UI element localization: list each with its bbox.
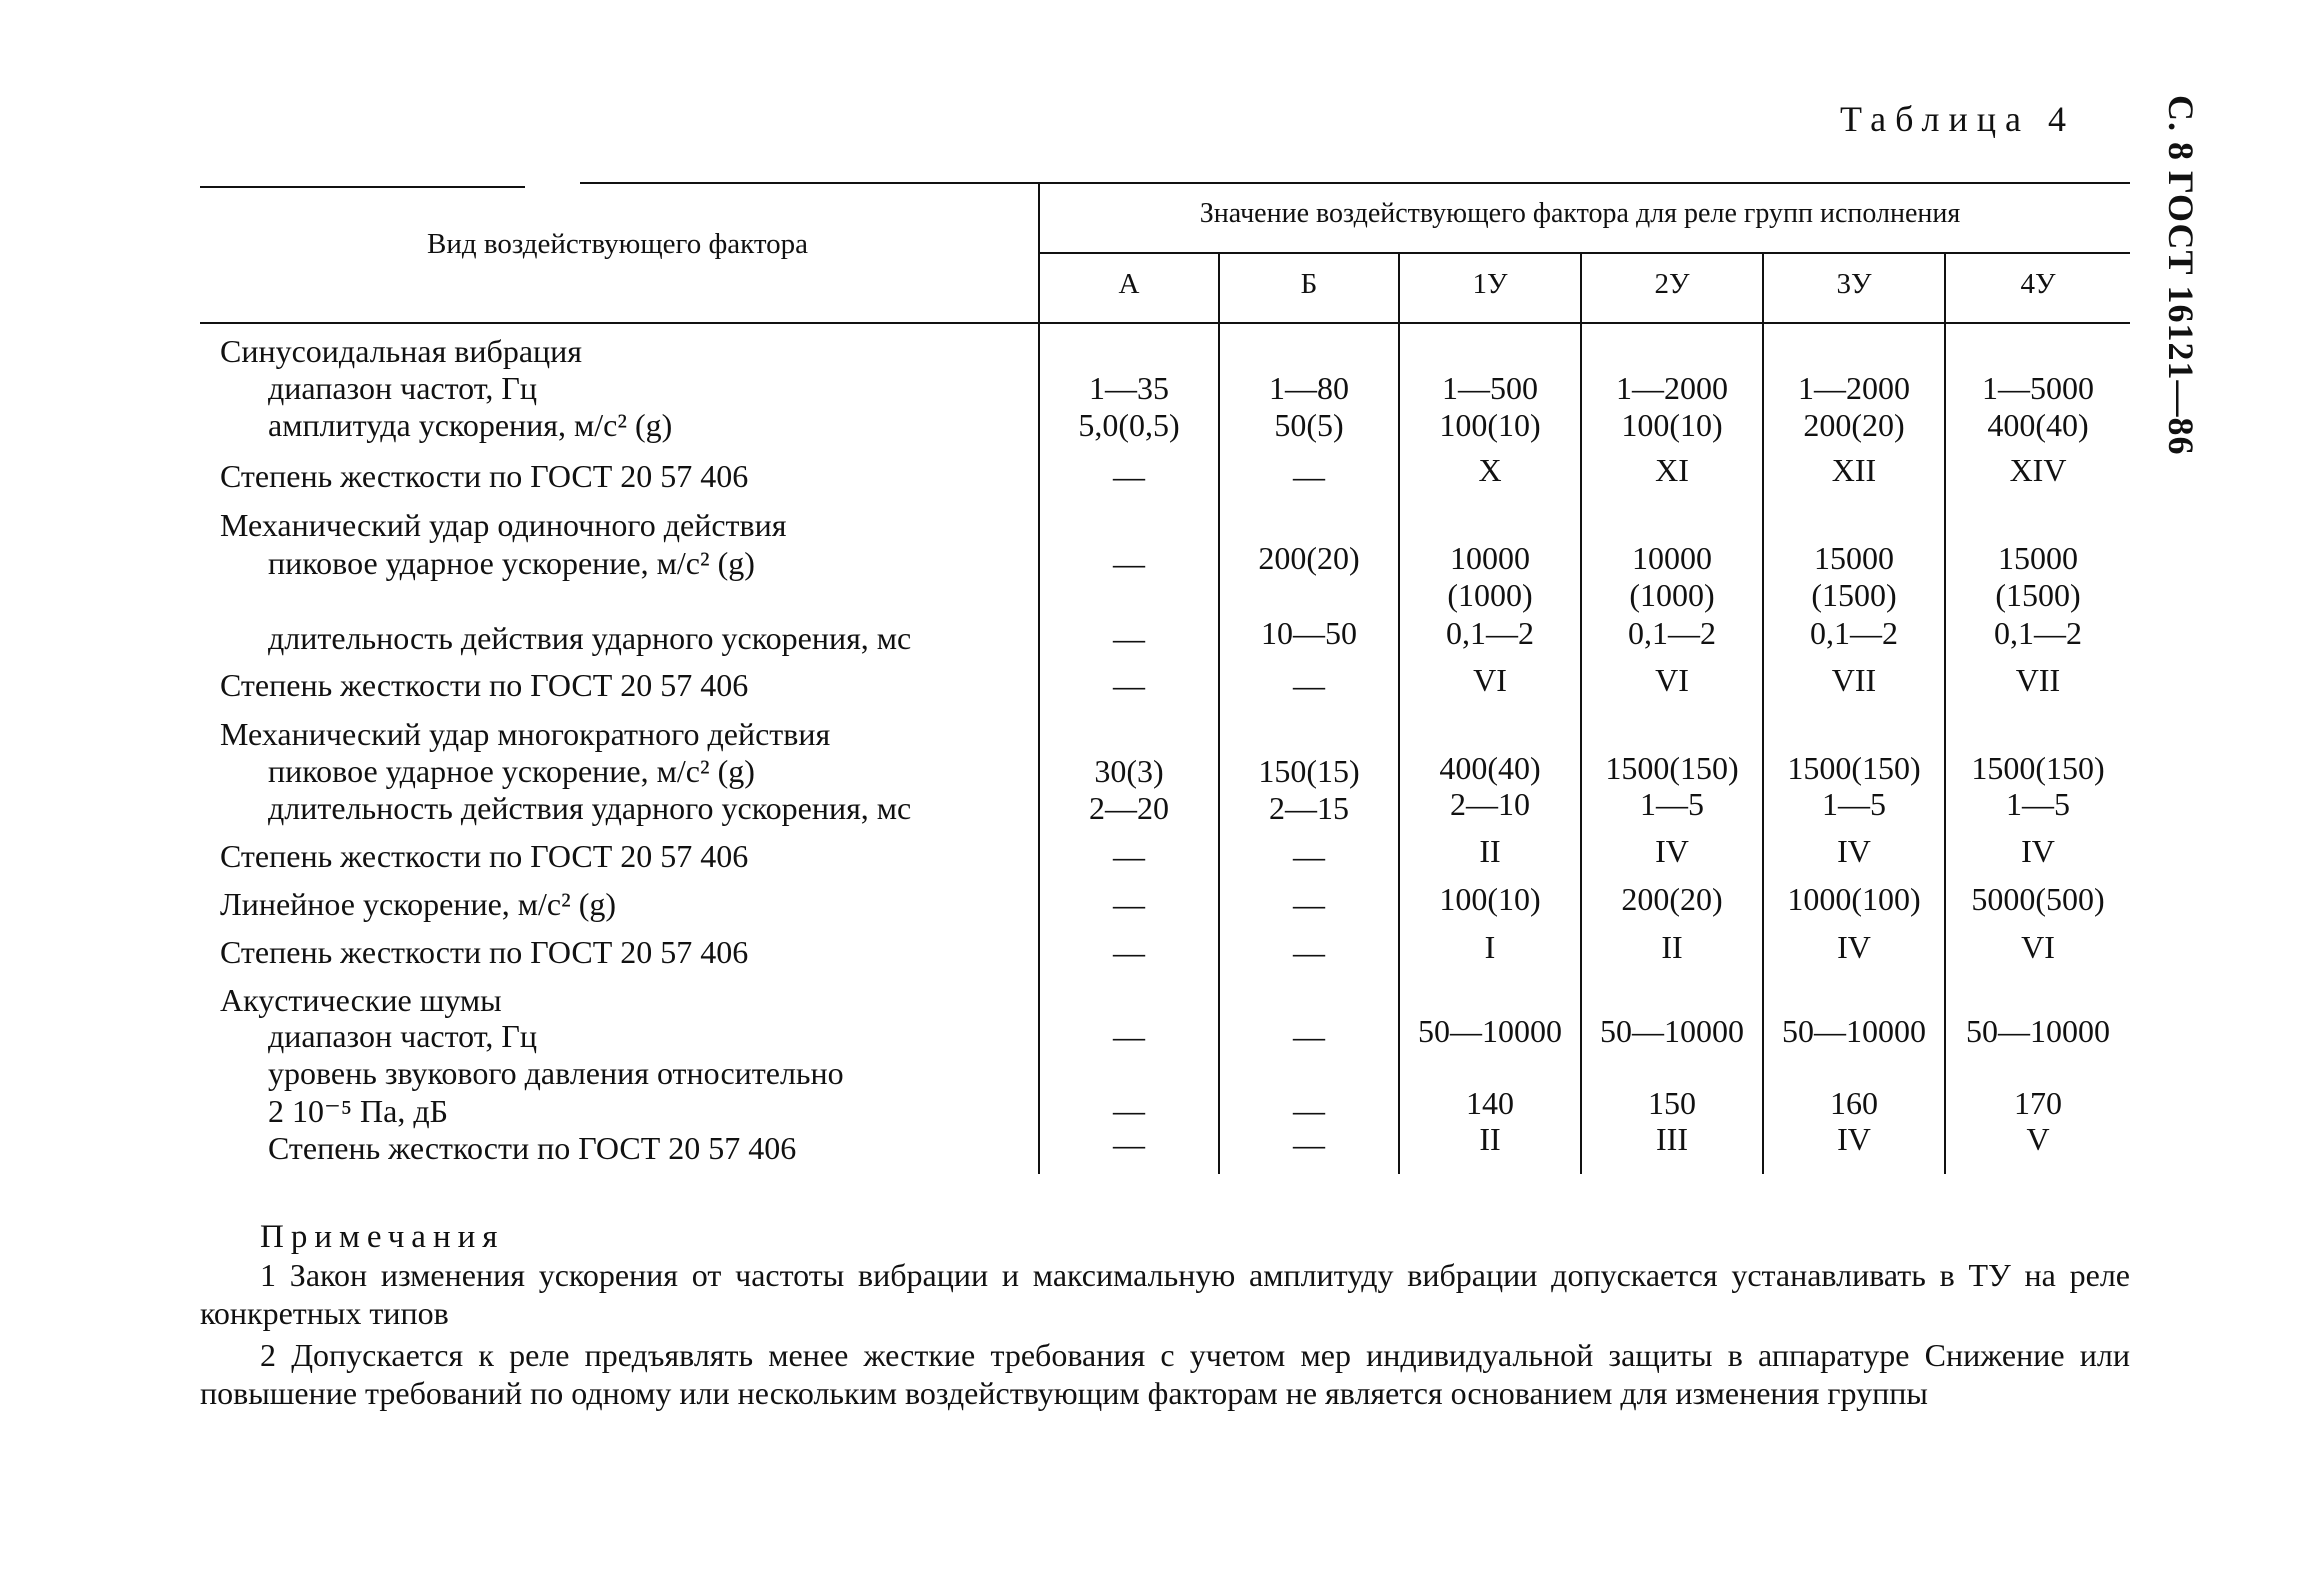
header-factor: Вид воздействующего фактора (426, 228, 808, 260)
table-cell: 0,1—2 (1628, 615, 1716, 651)
table-cell: XIV (2009, 452, 2067, 488)
table-cell: II (1661, 929, 1683, 965)
table-cell: IV (1837, 1121, 1871, 1157)
table-top-rule-left (200, 186, 525, 188)
table-cell: 2—20 (1089, 790, 1169, 826)
table-cell: — (1293, 1018, 1325, 1054)
table-cell: V (2026, 1121, 2050, 1157)
group-header-3u: 3У (1836, 268, 1872, 300)
table-cell: 100(10) (1439, 407, 1541, 443)
row-sublabel: уровень звукового давления относительно (268, 1055, 844, 1091)
table-cell: (1000) (1629, 577, 1715, 613)
row-label: Акустические шумы (220, 982, 502, 1018)
table-cell: 100(10) (1621, 407, 1723, 443)
group-header-2u: 2У (1654, 268, 1690, 300)
table-cell: 160 (1830, 1085, 1878, 1121)
row-sublabel: длительность действия ударного ускорения, мс (268, 790, 912, 826)
table-cell: — (1113, 667, 1145, 703)
table-cell: 15000 (1998, 540, 2078, 576)
table-cell: — (1293, 458, 1325, 494)
table-cell: 150 (1648, 1085, 1696, 1121)
table-cell: 400(40) (1987, 407, 2089, 443)
table-cell: 10000 (1450, 540, 1530, 576)
notes-title: Примечания (260, 1219, 505, 1255)
table-cell: III (1656, 1121, 1688, 1157)
row-label: Механический удар многократного действия (220, 716, 831, 752)
table-cell: 50—10000 (1600, 1013, 1744, 1049)
table-cell: (1000) (1447, 577, 1533, 613)
group-header-rule (1040, 252, 2130, 254)
table-cell: — (1113, 886, 1145, 922)
table-cell: I (1484, 929, 1496, 965)
table-cell: IV (1837, 929, 1871, 965)
table-cell: XII (1831, 452, 1877, 488)
header-bottom-rule (200, 322, 2130, 324)
row-sublabel: диапазон частот, Гц (268, 370, 537, 406)
group-header-1u: 1У (1472, 268, 1508, 300)
table-cell: II (1479, 1121, 1501, 1157)
table-cell: 5,0(0,5) (1078, 407, 1180, 443)
table-cell: 200(20) (1803, 407, 1905, 443)
table-cell: — (1293, 1126, 1325, 1162)
table-cell: — (1113, 620, 1145, 656)
table-cell: 1—5000 (1982, 370, 2094, 406)
row-sublabel: Степень жесткости по ГОСТ 20 57 406 (268, 1130, 797, 1166)
row-sublabel: диапазон частот, Гц (268, 1018, 537, 1054)
table-cell: 1500(150) (1605, 750, 1739, 786)
table-cell: 150(15) (1258, 753, 1360, 789)
row-label: Степень жесткости по ГОСТ 20 57 406 (220, 458, 749, 494)
table-cell: 100(10) (1439, 881, 1541, 917)
table-cell: 50—10000 (1782, 1013, 1926, 1049)
table-cell: 50—10000 (1966, 1013, 2110, 1049)
group-header-b: Б (1300, 268, 1318, 300)
row-label: Линейное ускорение, м/с² (g) (220, 886, 617, 922)
row-label: Степень жесткости по ГОСТ 20 57 406 (220, 838, 749, 874)
table-cell: 1000(100) (1787, 881, 1921, 917)
table-cell: 140 (1466, 1085, 1514, 1121)
table-cell: 400(40) (1439, 750, 1541, 786)
table-cell: (1500) (1995, 577, 2081, 613)
table-cell: 1500(150) (1971, 750, 2105, 786)
table-cell: 15000 (1814, 540, 1894, 576)
table-cell: — (1293, 667, 1325, 703)
table-cell: — (1293, 1092, 1325, 1128)
table-cell: 1—5 (2006, 786, 2070, 822)
table-cell: IV (1837, 833, 1871, 869)
row-sublabel: 2 10⁻⁵ Па, дБ (268, 1093, 449, 1129)
table-cell: 1—35 (1089, 370, 1169, 406)
table-top-rule-right (580, 182, 2130, 184)
table-cell: VI (1655, 662, 1689, 698)
table-cell: 1—2000 (1616, 370, 1728, 406)
table-cell: 200(20) (1621, 881, 1723, 917)
table-cell: X (1478, 452, 1502, 488)
table-cell: IV (1655, 833, 1689, 869)
row-sublabel: амплитуда ускорения, м/с² (g) (268, 407, 673, 443)
table-cell: 50(5) (1274, 407, 1344, 443)
row-label: Степень жесткости по ГОСТ 20 57 406 (220, 667, 749, 703)
table-cell: — (1113, 1092, 1145, 1128)
table-cell: — (1113, 838, 1145, 874)
table-cell: IV (2021, 833, 2055, 869)
table-cell: — (1113, 934, 1145, 970)
table-cell: 0,1—2 (1994, 615, 2082, 651)
table-cell: 5000(500) (1971, 881, 2105, 917)
table-cell: 1—5 (1640, 786, 1704, 822)
group-header-a: А (1118, 268, 1140, 300)
table-cell: — (1293, 886, 1325, 922)
table-cell: 30(3) (1094, 753, 1164, 789)
table-cell: 0,1—2 (1810, 615, 1898, 651)
table-cell: 1—2000 (1798, 370, 1910, 406)
table-cell: — (1113, 458, 1145, 494)
table-cell: II (1479, 833, 1501, 869)
table-cell: 1500(150) (1787, 750, 1921, 786)
table-cell: 10000 (1632, 540, 1712, 576)
table-cell: — (1293, 838, 1325, 874)
table-cell: VI (2021, 929, 2055, 965)
note-item: 1 Закон изменения ускорения от частоты вибрации и максимальную амплитуду вибрации допускается устанавливать в ТУ на реле конкретных типов (200, 1257, 2130, 1331)
row-label: Синусоидальная вибрация (220, 333, 582, 369)
table-cell: 2—10 (1450, 786, 1530, 822)
table-cell: VI (1473, 662, 1507, 698)
table-cell: 1—500 (1442, 370, 1538, 406)
table-cell: 10—50 (1261, 615, 1357, 651)
table-cell: XI (1655, 452, 1689, 488)
table-cell: — (1113, 545, 1145, 581)
table-cell: 1—5 (1822, 786, 1886, 822)
row-label: Механический удар одиночного действия (220, 507, 787, 543)
table-cell: (1500) (1811, 577, 1897, 613)
table-cell: 50—10000 (1418, 1013, 1562, 1049)
table-cell: 2—15 (1269, 790, 1349, 826)
row-sublabel: длительность действия ударного ускорения, мс (268, 620, 912, 656)
table-cell: 0,1—2 (1446, 615, 1534, 651)
table-cell: 1—80 (1269, 370, 1349, 406)
table-cell: — (1113, 1018, 1145, 1054)
row-sublabel: пиковое ударное ускорение, м/с² (g) (268, 545, 755, 581)
row-label: Степень жесткости по ГОСТ 20 57 406 (220, 934, 749, 970)
page-header: С. 8 ГОСТ 16121—86 (2161, 95, 2201, 456)
group-header-4u: 4У (2020, 268, 2056, 300)
table-label: Таблица 4 (1840, 99, 2075, 139)
row-sublabel: пиковое ударное ускорение, м/с² (g) (268, 753, 755, 789)
table-cell: VII (1831, 662, 1877, 698)
table-cell: 200(20) (1258, 540, 1360, 576)
table-cell: 170 (2014, 1085, 2062, 1121)
table-cell: VII (2015, 662, 2061, 698)
notes-section (200, 1218, 2130, 1412)
header-value: Значение воздействующего фактора для реле групп исполнения (1199, 198, 1961, 229)
note-item: 2 Допускается к реле предъявлять менее жесткие требования с учетом мер индивидуальной защиты в аппаратуре Снижение или повышение требований по одному или нескольким воздействующим факторам не является основанием для изменения группы (200, 1337, 2130, 1411)
table-cell: — (1293, 934, 1325, 970)
table-cell: — (1113, 1126, 1145, 1162)
